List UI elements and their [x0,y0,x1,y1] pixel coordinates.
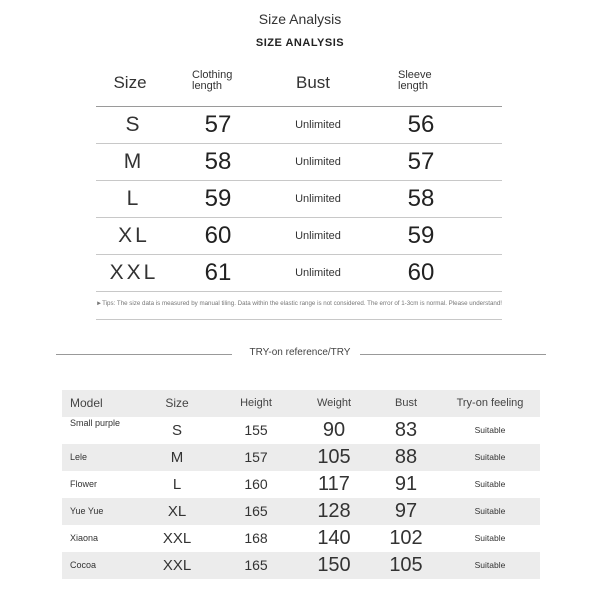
cell-bust: 88 [394,446,418,468]
cell-model: Lele [70,452,88,462]
cell-bust: 83 [394,419,418,441]
cell-size: XXL [109,261,159,284]
header-model: Model [70,396,103,410]
page-subtitle: SIZE ANALYSIS [255,37,345,49]
tryon-row [62,471,540,498]
cell-size: XXL [162,557,192,574]
cell-model: Cocoa [70,560,97,570]
cell-weight: 117 [318,473,350,495]
cell-bust: Unlimited [295,193,341,205]
cell-model: Yue Yue [70,506,104,516]
cell-weight: 128 [317,500,351,522]
tryon-table-body [62,417,540,579]
cell-model: Flower [70,479,98,489]
cell-weight: 105 [317,446,351,468]
tryon-divider-label: TRY-on reference/TRY [249,347,351,358]
cell-tryon-feeling: Suitable [474,560,506,570]
cell-model: Xiaona [70,533,99,543]
header-bust: Bust [394,397,417,409]
cell-height: 168 [244,530,268,546]
cell-sleeve-length: 60 [407,259,435,286]
size-table-body [96,107,502,292]
tips-note: ►Tips: The size data is measured by manual tiling. Data within the elastic range is not considered. The error of 1-3cm is normal. Please understand! [96,300,502,307]
cell-weight: 150 [317,554,351,576]
cell-height: 160 [244,476,268,492]
size-row [96,218,502,255]
size-row [96,181,502,218]
tryon-row [62,417,540,444]
cell-weight: 90 [322,419,346,441]
cell-clothing-length: 58 [204,148,232,175]
cell-sleeve-length: 57 [407,148,435,175]
cell-size: L [172,476,182,493]
cell-height: 157 [244,449,268,465]
cell-height: 155 [244,422,268,438]
cell-tryon-feeling: Suitable [474,425,506,435]
tryon-row [62,498,540,525]
header-height: Height [240,397,272,409]
page-title: Size Analysis [258,11,342,27]
size-row [96,107,502,144]
cell-clothing-length: 61 [204,259,232,286]
cell-tryon-feeling: Suitable [474,506,506,516]
header-tryon-feeling: Try-on feeling [456,397,524,409]
size-table [96,58,502,292]
cell-size: XL [167,503,187,520]
cell-bust: 91 [394,473,418,495]
cell-tryon-feeling: Suitable [474,533,506,543]
cell-tryon-feeling: Suitable [474,452,506,462]
cell-tryon-feeling: Suitable [474,479,506,489]
cell-bust: 105 [389,554,423,576]
header-size: Size [113,73,147,92]
cell-height: 165 [244,557,268,573]
header-clothing-length: Clothing length [192,69,233,92]
tryon-row [62,444,540,471]
tryon-table [62,390,540,579]
cell-sleeve-length: 59 [407,222,435,249]
cell-size: M [170,449,184,466]
cell-size: M [123,150,145,173]
cell-clothing-length: 57 [204,111,232,138]
cell-sleeve-length: 58 [407,185,435,212]
cell-bust: Unlimited [295,267,341,279]
size-row [96,255,502,292]
cell-bust: Unlimited [295,230,341,242]
cell-size: XL [118,224,150,247]
header-size: Size [165,396,189,410]
cell-size: S [125,113,143,136]
cell-clothing-length: 60 [204,222,232,249]
cell-size: XXL [162,530,192,547]
cell-height: 165 [244,503,268,519]
tryon-divider-right [360,354,546,355]
cell-bust: Unlimited [295,119,341,131]
tryon-row [62,525,540,552]
cell-bust: 102 [389,527,423,549]
header-weight: Weight [316,397,352,409]
cell-bust: Unlimited [295,156,341,168]
size-table-header [96,58,502,107]
cell-model: Small purple [70,418,121,428]
cell-sleeve-length: 56 [407,111,435,138]
cell-weight: 140 [317,527,351,549]
cell-clothing-length: 59 [204,185,232,212]
header-bust: Bust [295,73,331,92]
tips-divider [96,319,502,320]
cell-bust: 97 [394,500,418,522]
header-sleeve-length: Sleeve length [398,69,432,92]
cell-size: S [171,422,182,439]
tryon-table-header [62,390,540,417]
tryon-row [62,552,540,579]
size-row [96,144,502,181]
cell-size: L [126,187,142,210]
